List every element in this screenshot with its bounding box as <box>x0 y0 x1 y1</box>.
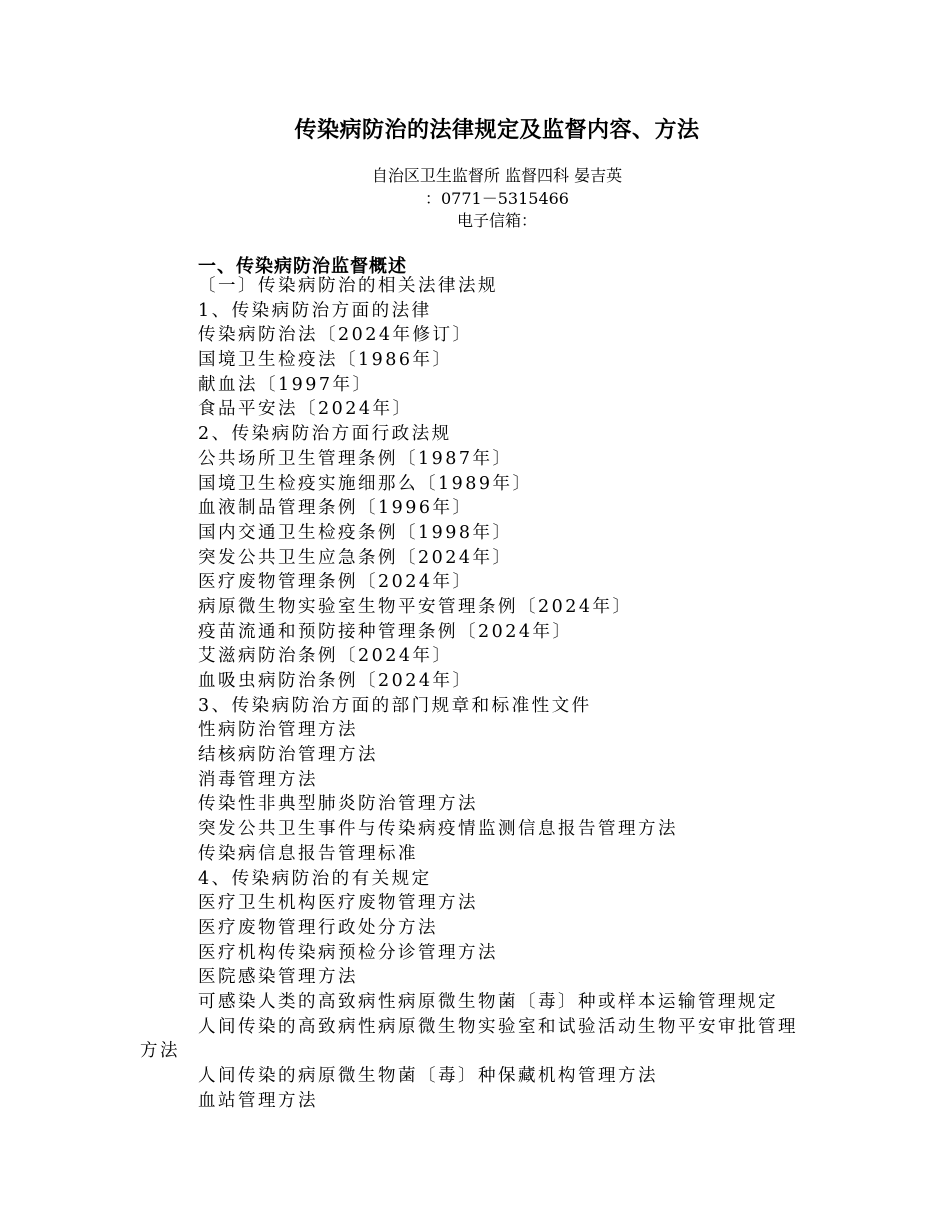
body-line: 人间传染的高致病性病原微生物实验室和试验活动生物平安审批管理 <box>198 1016 798 1037</box>
body-line: 血吸虫病防治条例〔2024年〕 <box>198 671 473 691</box>
body-line: 血液制品管理条例〔1996年〕 <box>198 498 473 519</box>
body-line: 食品平安法〔2024年〕 <box>198 399 413 420</box>
document-title: 传染病防治的法律规定及监督内容、方法 <box>294 117 700 143</box>
body-line: 公共场所卫生管理条例〔1987年〕 <box>198 448 513 469</box>
body-line: 结核病防治管理方法 <box>198 745 378 766</box>
body-line: 消毒管理方法 <box>198 769 318 790</box>
body-lines <box>140 274 860 1113</box>
section-heading: 一、传染病防治监督概述 <box>198 256 407 277</box>
body-line: 1、传染病防治方面的法律 <box>198 300 432 321</box>
body-line: 医疗废物管理行政处分方法 <box>198 917 438 938</box>
author-line: 自治区卫生监督所 监督四科 晏吉英 <box>371 166 623 185</box>
body-line: 性病防治管理方法 <box>198 720 358 741</box>
body-line: 可感染人类的高致病性病原微生物菌〔毒〕种或样本运输管理规定 <box>198 991 778 1012</box>
body-line: 人间传染的病原微生物菌〔毒〕种保藏机构管理方法 <box>198 1066 658 1086</box>
body-line: 病原微生物实验室生物平安管理条例〔2024年〕 <box>198 596 633 617</box>
body-line: 医疗卫生机构医疗废物管理方法 <box>198 893 478 914</box>
body-line: 国内交通卫生检疫条例〔1998年〕 <box>198 522 513 543</box>
body-line: 4、传染病防治的有关规定 <box>198 868 432 889</box>
body-line: 献血法〔1997年〕 <box>198 374 373 395</box>
body-line: 传染性非典型肺炎防治管理方法 <box>198 794 478 815</box>
body-line-continuation: 方法 <box>140 1041 180 1062</box>
body-line: 血站管理方法 <box>198 1090 318 1111</box>
body-line: 国境卫生检疫法〔1986年〕 <box>198 350 453 371</box>
body-line: 传染病防治法〔2024年修订〕 <box>198 325 473 346</box>
body-line: 医院感染管理方法 <box>198 967 358 988</box>
body-line: 医疗废物管理条例〔2024年〕 <box>198 572 473 593</box>
body-line: 传染病信息报告管理标准 <box>198 843 418 864</box>
body-line: 医疗机构传染病预检分诊管理方法 <box>198 942 498 963</box>
body-line: 突发公共卫生应急条例〔2024年〕 <box>198 547 513 568</box>
body-line: 〔一〕传染病防治的相关法律法规 <box>198 276 498 296</box>
body-line: 3、传染病防治方面的部门规章和标准性文件 <box>198 695 592 716</box>
phone-line: ：0771－5315466 <box>425 189 569 208</box>
body-line: 艾滋病防治条例〔2024年〕 <box>198 646 453 667</box>
body-line: 国境卫生检疫实施细那么〔1989年〕 <box>198 473 533 494</box>
body-line: 疫苗流通和预防接种管理条例〔2024年〕 <box>198 621 573 642</box>
email-line: 电子信箱： <box>456 211 537 230</box>
body-line: 突发公共卫生事件与传染病疫情监测信息报告管理方法 <box>198 819 678 840</box>
body-line: 2、传染病防治方面行政法规 <box>198 424 452 445</box>
